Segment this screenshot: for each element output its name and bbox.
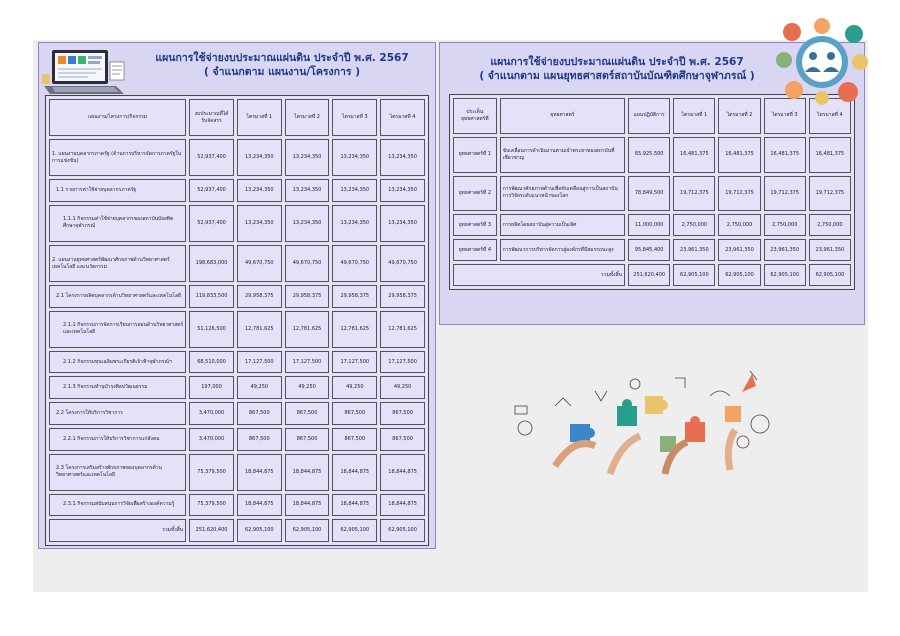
- amount-cell: 13,234,350: [380, 139, 425, 176]
- table-row: [49, 245, 425, 282]
- amount-cell: 17,127,500: [380, 351, 425, 374]
- amount-cell: 13,234,350: [380, 179, 425, 202]
- row-label: 2.2.1 กิจกรรมการให้บริการวิชาการแก่สังคม: [49, 428, 186, 451]
- column-header: ไตรมาสที่ 1: [237, 99, 282, 136]
- table-row: [453, 137, 851, 173]
- total-amount-cell: 62,905,100: [332, 519, 377, 542]
- amount-cell: 19,712,375: [809, 176, 851, 212]
- gears-teamwork-icon: [772, 16, 868, 106]
- amount-cell: 49,250: [285, 376, 330, 399]
- total-row: [453, 264, 851, 286]
- left-title-line2: ( จำแนกตาม แผนงาน/โครงการ ): [203, 66, 360, 78]
- amount-cell: 13,234,350: [237, 139, 282, 176]
- row-label: 2.1 โครงการผลิตบุคลากรด้านวิทยาศาสตร์และเทคโนโลยี: [49, 285, 186, 308]
- amount-cell: 49,670,750: [285, 245, 330, 282]
- row-label: 2.3.1 กิจกรรมสนับสนุนการวิจัยเพื่อสร้างองค์ความรู้: [49, 494, 186, 517]
- column-header: ประเด็นยุทธศาสตร์ที่: [453, 98, 497, 134]
- amount-cell: 68,510,000: [189, 351, 234, 374]
- strategy-number: ยุทธศาสตร์ที่ 3: [453, 214, 497, 236]
- left-budget-table: [46, 96, 428, 545]
- amount-cell: 19,712,375: [764, 176, 806, 212]
- amount-cell: 2,750,000: [764, 214, 806, 236]
- amount-cell: 3,470,000: [189, 402, 234, 425]
- row-label: 1.1 รายการค่าใช้จ่ายบุคลากรภาครัฐ: [49, 179, 186, 202]
- amount-cell: 13,234,350: [285, 205, 330, 242]
- amount-cell: 95,845,400: [628, 239, 670, 261]
- amount-cell: 29,958,375: [237, 285, 282, 308]
- table-row: [49, 351, 425, 374]
- column-header: ไตรมาสที่ 2: [718, 98, 760, 134]
- amount-cell: 867,500: [332, 402, 377, 425]
- row-label: 1.1.1 กิจกรรมค่าใช้จ่ายบุคลากรของสถาบันบัณฑิตศึกษาจุฬาภรณ์: [49, 205, 186, 242]
- amount-cell: 52,937,400: [189, 139, 234, 176]
- left-title-line1: แผนการใช้จ่ายงบประมาณแผ่นดิน ประจำปี พ.ศ. 2567: [155, 52, 409, 64]
- amount-cell: 13,234,350: [332, 179, 377, 202]
- amount-cell: 119,833,500: [189, 285, 234, 308]
- amount-cell: 16,481,375: [764, 137, 806, 173]
- total-label: รวมทั้งสิ้น: [453, 264, 625, 286]
- amount-cell: 867,500: [380, 402, 425, 425]
- row-label: 2. แผนงานยุทธศาสตร์พัฒนาศักยภาพด้านวิทยาศาสตร์ เทคโนโลยี และนวัตกรรม: [49, 245, 186, 282]
- strategy-number: ยุทธศาสตร์ที่ 4: [453, 239, 497, 261]
- amount-cell: 197,000: [189, 376, 234, 399]
- total-label: รวมทั้งสิ้น: [49, 519, 186, 542]
- amount-cell: 13,234,350: [285, 179, 330, 202]
- strategy-label: การผลิตโดยสถาบันสู่ความเป็นเลิศ: [500, 214, 625, 236]
- total-amount-cell: 62,905,100: [237, 519, 282, 542]
- amount-cell: 23,961,350: [673, 239, 715, 261]
- right-budget-table-frame: [449, 94, 855, 290]
- strategy-number: ยุทธศาสตร์ที่ 1: [453, 137, 497, 173]
- amount-cell: 52,937,400: [189, 205, 234, 242]
- column-header: ไตรมาสที่ 4: [809, 98, 851, 134]
- amount-cell: 18,844,875: [380, 454, 425, 491]
- amount-cell: 867,500: [237, 402, 282, 425]
- table-row: [49, 402, 425, 425]
- amount-cell: 12,781,625: [237, 311, 282, 348]
- amount-cell: 2,750,000: [718, 214, 760, 236]
- table-row: [49, 179, 425, 202]
- strategy-number: ยุทธศาสตร์ที่ 2: [453, 176, 497, 212]
- column-header: ไตรมาสที่ 3: [332, 99, 377, 136]
- amount-cell: 18,844,875: [285, 494, 330, 517]
- amount-cell: 13,234,350: [380, 205, 425, 242]
- amount-cell: 13,234,350: [332, 139, 377, 176]
- row-label: 1. แผนงานบุคลากรภาครัฐ (ด้านการบริหารจัดการภาครัฐในการแข่งขัน): [49, 139, 186, 176]
- column-header: งบประมาณที่ได้รับจัดสรร: [189, 99, 234, 136]
- amount-cell: 78,849,500: [628, 176, 670, 212]
- total-amount-cell: 62,905,100: [809, 264, 851, 286]
- row-label: 2.3 โครงการเสริมสร้างศักยภาพของบุคลากรด้านวิทยาศาสตร์และเทคโนโลยี: [49, 454, 186, 491]
- amount-cell: 51,126,500: [189, 311, 234, 348]
- total-amount-cell: 62,905,100: [718, 264, 760, 286]
- puzzle-hands-illustration-icon: [495, 366, 790, 476]
- amount-cell: 13,234,350: [285, 139, 330, 176]
- amount-cell: 49,670,750: [237, 245, 282, 282]
- right-budget-table: [450, 95, 854, 289]
- amount-cell: 12,781,625: [332, 311, 377, 348]
- amount-cell: 18,844,875: [237, 454, 282, 491]
- total-amount-cell: 62,905,100: [673, 264, 715, 286]
- total-amount-cell: 62,905,100: [380, 519, 425, 542]
- right-title-line2: ( จำแนกตาม แผนยุทธศาสตร์สถาบันบัณฑิตศึกษาจุฬาภรณ์ ): [479, 70, 755, 82]
- amount-cell: 16,481,375: [718, 137, 760, 173]
- table-row: [49, 454, 425, 491]
- amount-cell: 13,234,350: [237, 179, 282, 202]
- table-row: [49, 139, 425, 176]
- amount-cell: 29,958,375: [380, 285, 425, 308]
- column-header: ไตรมาสที่ 2: [285, 99, 330, 136]
- amount-cell: 18,844,875: [332, 494, 377, 517]
- amount-cell: 49,250: [380, 376, 425, 399]
- amount-cell: 198,683,000: [189, 245, 234, 282]
- amount-cell: 19,712,375: [673, 176, 715, 212]
- amount-cell: 75,379,500: [189, 454, 234, 491]
- column-header: แผนปฏิบัติการ: [628, 98, 670, 134]
- amount-cell: 3,470,000: [189, 428, 234, 451]
- amount-cell: 23,961,350: [764, 239, 806, 261]
- amount-cell: 29,958,375: [332, 285, 377, 308]
- amount-cell: 52,937,400: [189, 179, 234, 202]
- table-row: [49, 376, 425, 399]
- row-label: 2.1.3 กิจกรรมทำนุบำรุงศิลปวัฒนธรรม: [49, 376, 186, 399]
- column-header: แผนงาน/โครงการ/กิจกรรม: [49, 99, 186, 136]
- amount-cell: 23,961,350: [809, 239, 851, 261]
- amount-cell: 867,500: [237, 428, 282, 451]
- budget-by-program-panel: [38, 42, 436, 549]
- amount-cell: 49,250: [332, 376, 377, 399]
- amount-cell: 65,925,500: [628, 137, 670, 173]
- amount-cell: 16,481,375: [809, 137, 851, 173]
- table-header-row: [49, 99, 425, 136]
- column-header: ยุทธศาสตร์: [500, 98, 625, 134]
- total-row: [49, 519, 425, 542]
- amount-cell: 18,844,875: [285, 454, 330, 491]
- amount-cell: 12,781,625: [380, 311, 425, 348]
- amount-cell: 29,958,375: [285, 285, 330, 308]
- amount-cell: 867,500: [285, 402, 330, 425]
- amount-cell: 17,127,500: [332, 351, 377, 374]
- amount-cell: 19,712,375: [718, 176, 760, 212]
- total-amount-cell: 251,620,400: [189, 519, 234, 542]
- amount-cell: 867,500: [380, 428, 425, 451]
- row-label: 2.1.1 กิจกรรมการจัดการเรียนการสอนด้านวิทยาศาสตร์และเทคโนโลยี: [49, 311, 186, 348]
- table-row: [49, 494, 425, 517]
- total-amount-cell: 62,905,100: [285, 519, 330, 542]
- column-header: ไตรมาสที่ 3: [764, 98, 806, 134]
- left-budget-table-frame: [45, 95, 429, 546]
- table-row: [49, 311, 425, 348]
- total-amount-cell: 251,620,400: [628, 264, 670, 286]
- table-row: [453, 214, 851, 236]
- column-header: ไตรมาสที่ 1: [673, 98, 715, 134]
- amount-cell: 18,844,875: [332, 454, 377, 491]
- table-row: [49, 428, 425, 451]
- amount-cell: 49,670,750: [380, 245, 425, 282]
- amount-cell: 49,670,750: [332, 245, 377, 282]
- amount-cell: 18,844,875: [380, 494, 425, 517]
- amount-cell: 13,234,350: [332, 205, 377, 242]
- row-label: 2.2 โครงการให้บริการวิชาการ: [49, 402, 186, 425]
- amount-cell: 49,250: [237, 376, 282, 399]
- total-amount-cell: 62,905,100: [764, 264, 806, 286]
- amount-cell: 2,750,000: [673, 214, 715, 236]
- amount-cell: 16,481,375: [673, 137, 715, 173]
- amount-cell: 11,000,000: [628, 214, 670, 236]
- row-label: 2.1.2 กิจกรรมทุนเฉลิมพระเกียรติเจ้าฟ้าจุฬาภรณ์ฯ: [49, 351, 186, 374]
- amount-cell: 75,379,500: [189, 494, 234, 517]
- amount-cell: 2,750,000: [809, 214, 851, 236]
- amount-cell: 17,127,500: [285, 351, 330, 374]
- table-row: [453, 176, 851, 212]
- table-row: [49, 205, 425, 242]
- amount-cell: 17,127,500: [237, 351, 282, 374]
- strategy-label: การพัฒนาศักยภาพด้านเพื่อขับเคลื่อนสู่การเป็นสถาบันการวิจัยระดับแนวหน้าของโลก: [500, 176, 625, 212]
- amount-cell: 18,844,875: [237, 494, 282, 517]
- column-header: ไตรมาสที่ 4: [380, 99, 425, 136]
- table-row: [453, 239, 851, 261]
- amount-cell: 23,961,350: [718, 239, 760, 261]
- right-panel-title: [440, 55, 794, 83]
- amount-cell: 13,234,350: [237, 205, 282, 242]
- amount-cell: 867,500: [285, 428, 330, 451]
- strategy-label: การพัฒนาการบริหารจัดการสู่องค์กรที่มีสมรรถนะสูง: [500, 239, 625, 261]
- right-title-line1: แผนการใช้จ่ายงบประมาณแผ่นดิน ประจำปี พ.ศ. 2567: [490, 56, 744, 68]
- table-row: [49, 285, 425, 308]
- amount-cell: 12,781,625: [285, 311, 330, 348]
- left-panel-title: [129, 51, 435, 79]
- amount-cell: 867,500: [332, 428, 377, 451]
- strategy-label: ขับเคลื่อนการดำเนินงานตามเจ้าพระยาของสถาบันที่เชี่ยวชาญ: [500, 137, 625, 173]
- laptop-illustration-icon: [40, 44, 130, 102]
